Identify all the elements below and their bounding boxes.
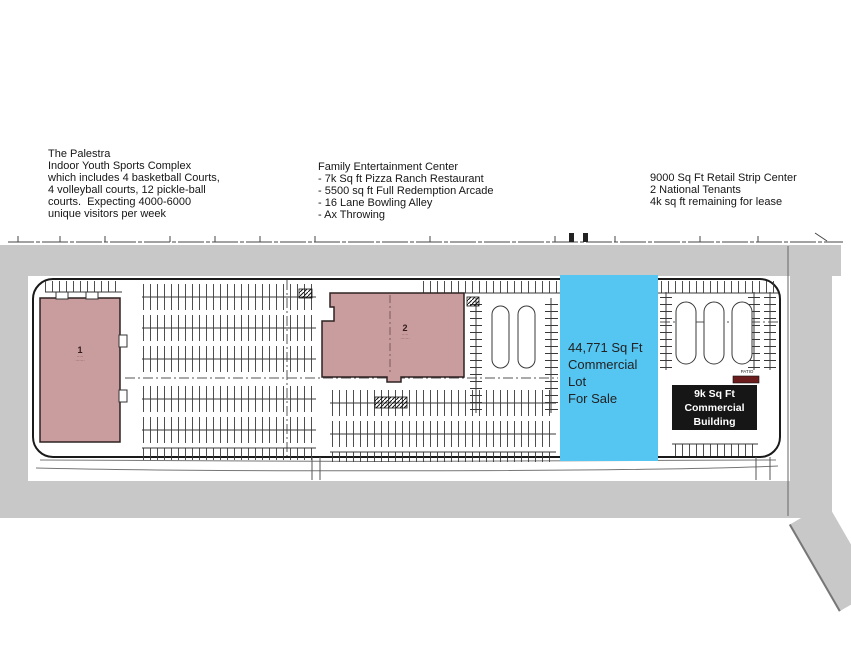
commercial-lot-for-sale	[560, 275, 658, 461]
annotation-line: unique visitors per week	[48, 208, 167, 220]
building-area-note: ·······	[75, 358, 85, 363]
annotation-line: - 7k Sq ft Pizza Ranch Restaurant	[318, 173, 484, 185]
building-text-line: Commercial	[684, 401, 745, 414]
building-area-note: ·····	[76, 354, 84, 359]
building-area-note: ·····	[401, 332, 409, 337]
annotation-line: - 16 Lane Bowling Alley	[318, 197, 433, 209]
annotation-line: 2 National Tenants	[650, 184, 741, 196]
annotation-line: - Ax Throwing	[318, 209, 386, 221]
building-1-label	[40, 346, 120, 363]
patio-label: PATIO	[740, 369, 754, 374]
building-area-note: ·······	[400, 336, 410, 341]
annotation-line: Indoor Youth Sports Complex	[48, 160, 192, 172]
annotation-line: The Palestra	[48, 148, 111, 160]
lot-text-line: 44,771 Sq Ft	[568, 340, 643, 355]
annotation-line: which includes 4 basketball Courts,	[48, 172, 220, 184]
annotation-line: 9000 Sq Ft Retail Strip Center	[650, 172, 797, 184]
annotation-line: 4k sq ft remaining for lease	[650, 196, 783, 208]
commercial-building-9k	[672, 385, 757, 430]
lot-text-line: For Sale	[568, 391, 618, 406]
building-2-label	[365, 324, 445, 341]
building-text-line: Building	[693, 415, 736, 428]
building-text-line: 9k Sq Ft	[694, 387, 735, 400]
annotation-line: courts. Expecting 4000-6000	[48, 196, 192, 208]
annotation-line: Family Entertainment Center	[318, 161, 458, 173]
annotation-line: 4 volleyball courts, 12 pickle-ball	[48, 184, 206, 196]
annotation-line: - 5500 sq ft Full Redemption Arcade	[318, 185, 494, 197]
building-number: 1	[77, 345, 83, 355]
lot-text-line: Commercial Lot	[568, 357, 638, 389]
building-number: 2	[402, 323, 408, 333]
